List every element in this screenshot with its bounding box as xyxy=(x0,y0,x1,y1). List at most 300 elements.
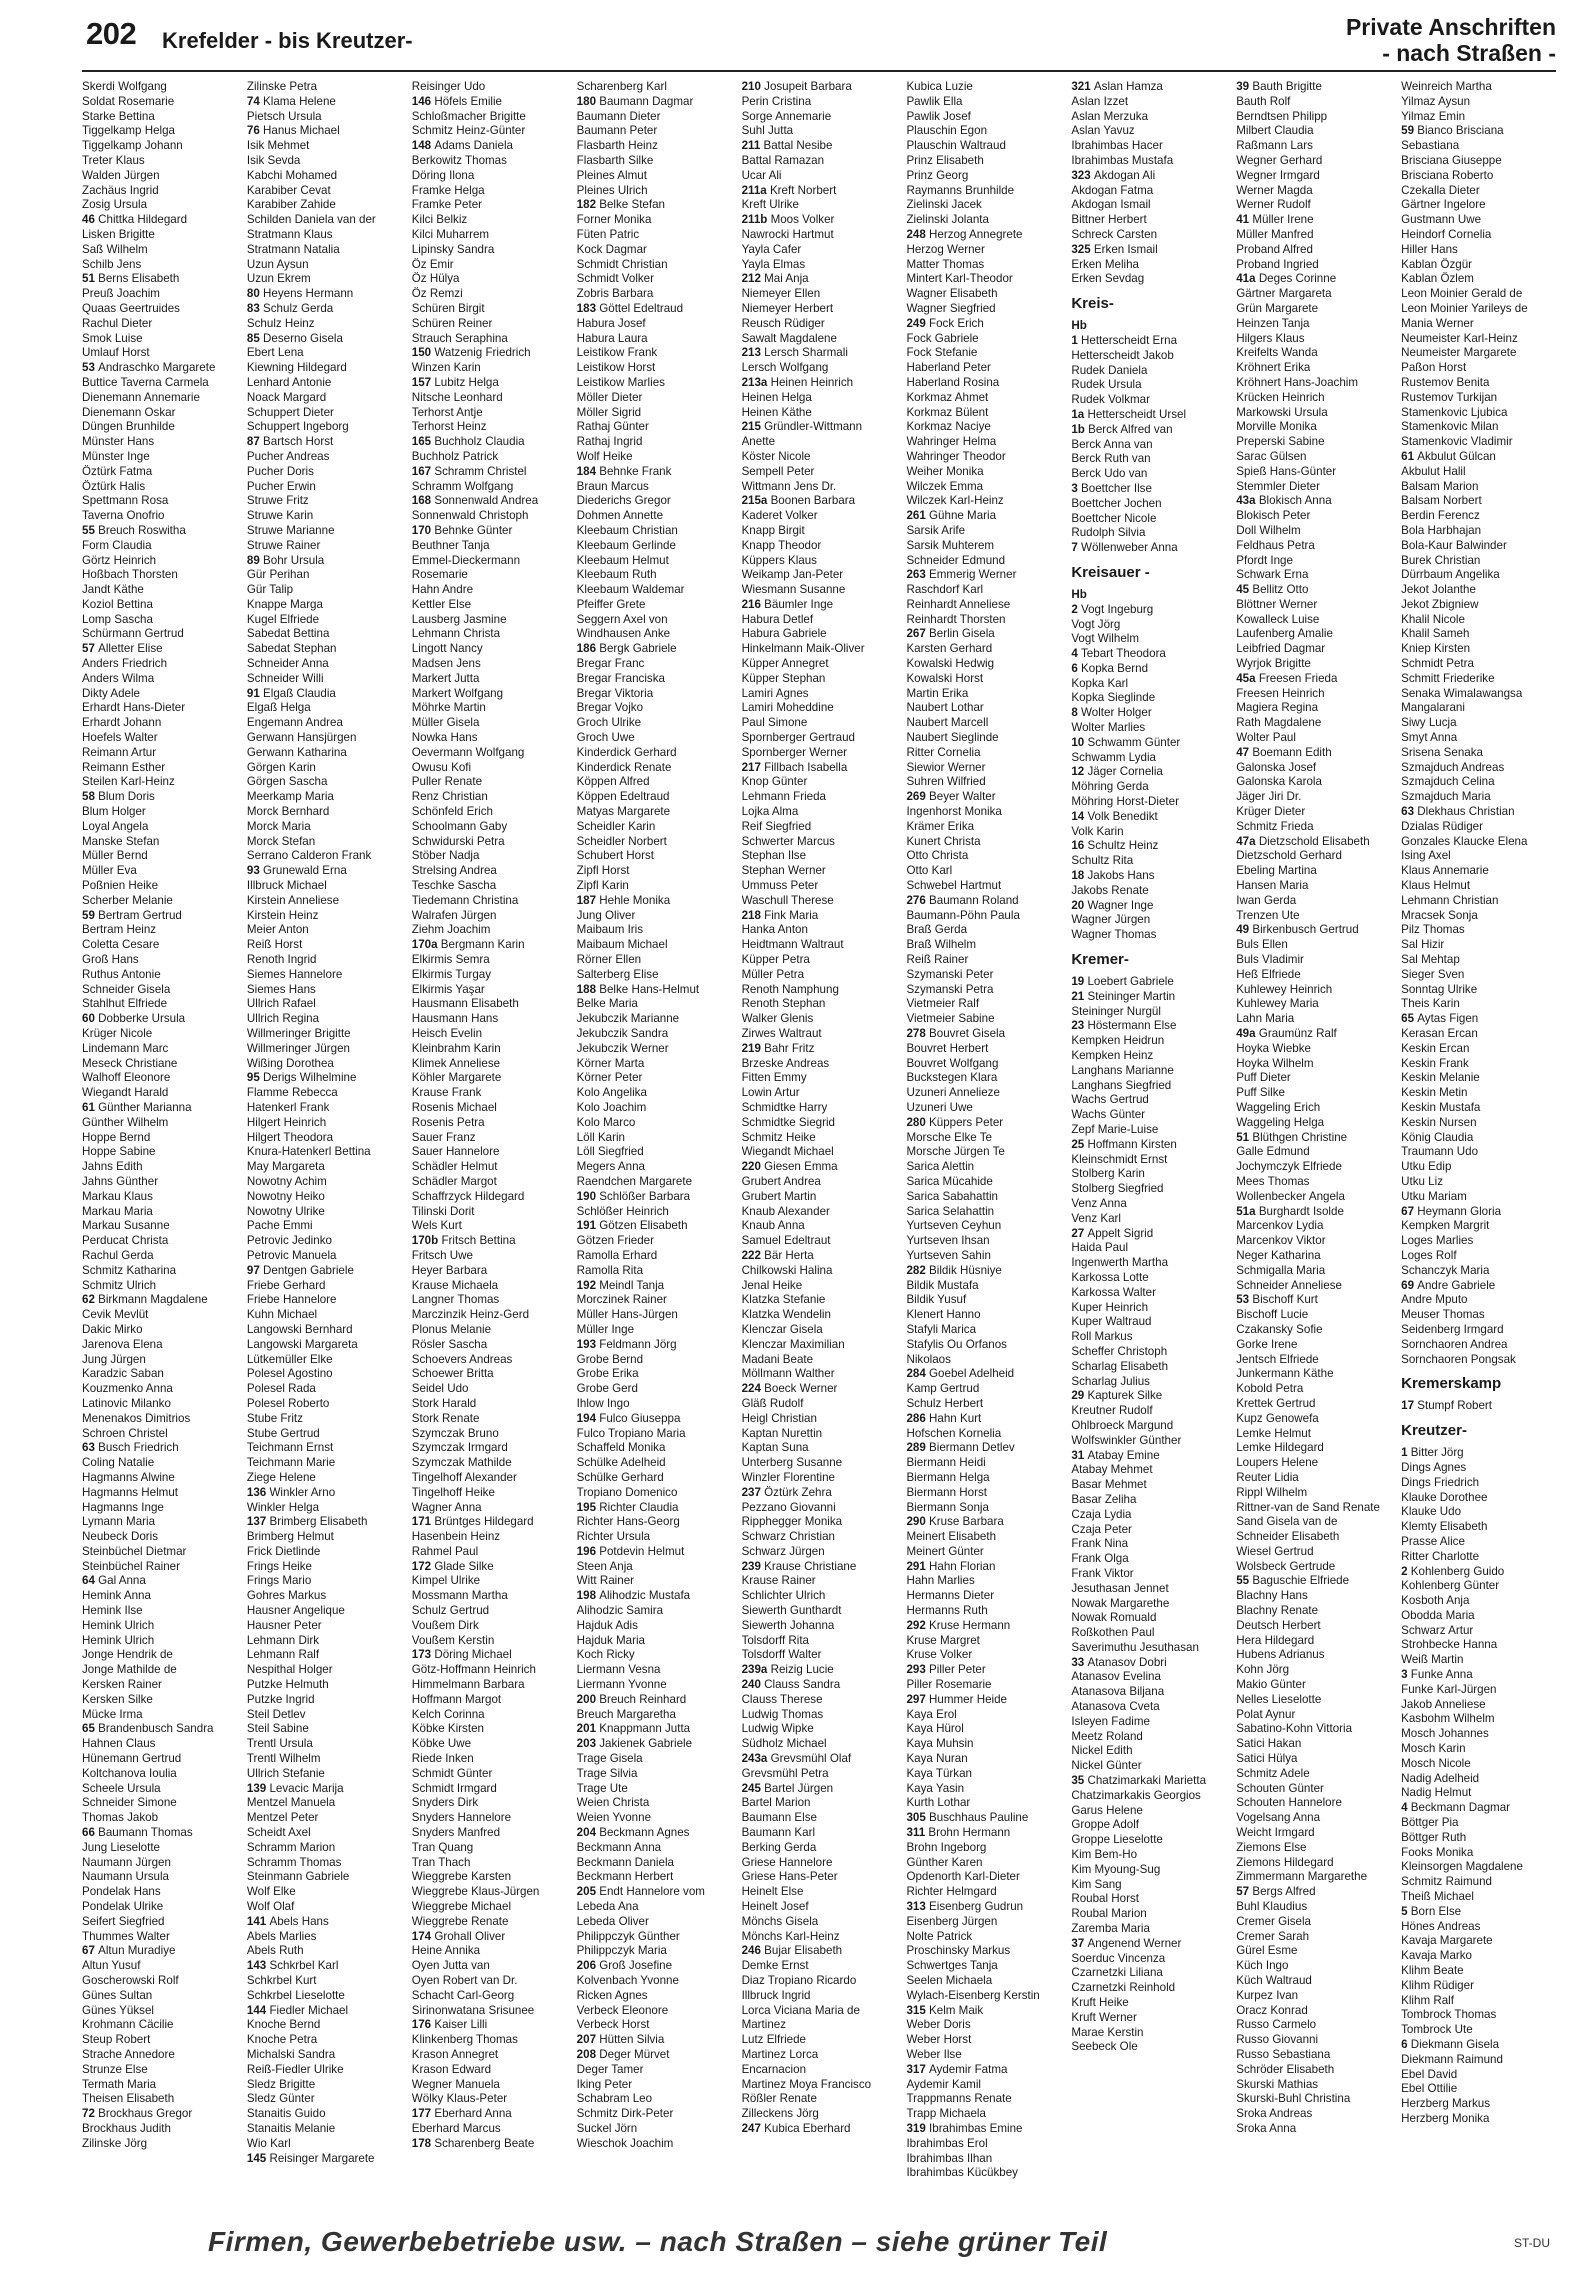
resident-entry: Salterberg Elise xyxy=(576,967,659,981)
resident-entry: Senaka Wimalawangsa xyxy=(1401,686,1523,700)
resident-entry: Kim Myoung-Sug xyxy=(1071,1862,1161,1876)
resident-entry: Markau Maria xyxy=(82,1204,153,1218)
resident-entry: Opdenorth Karl-Dieter xyxy=(906,1870,1020,1884)
resident-entry: 191 Götzen Elisabeth xyxy=(576,1219,688,1233)
resident-entry: Perducat Christa xyxy=(82,1234,169,1248)
resident-entry: Seelen Michaela xyxy=(906,1974,993,1987)
resident-entry: Heinelt Else xyxy=(741,1885,804,1899)
resident-entry: Brisciana Giuseppe xyxy=(1401,153,1502,167)
resident-entry: Habura Laura xyxy=(576,331,648,345)
resident-entry: 218 Fink Maria xyxy=(741,908,819,922)
resident-entry: Fock Gabriele xyxy=(906,331,979,345)
resident-entry: Piller Rosemarie xyxy=(906,1678,992,1692)
resident-entry: Ullrich Rafael xyxy=(246,997,316,1011)
resident-entry: Skurski-Buhl Christina xyxy=(1236,2092,1351,2106)
resident-entry: Alihodzic Samira xyxy=(576,1604,664,1618)
house-number: 137 xyxy=(246,1515,270,1529)
house-number: 76 xyxy=(246,124,264,138)
resident-entry: Strauch Seraphina xyxy=(411,331,508,345)
resident-entry: Köster Nicole xyxy=(741,449,811,463)
resident-entry: 192 Meindl Tanja xyxy=(576,1278,665,1292)
resident-entry: Ebeling Martina xyxy=(1236,864,1317,878)
resident-entry: Scharlag Elisabeth xyxy=(1071,1359,1169,1373)
resident-entry: Aydemir Kamil xyxy=(906,2077,981,2091)
resident-entry: Khalil Sameh xyxy=(1401,627,1470,641)
resident-entry: Sand Gisela van de xyxy=(1236,1515,1338,1529)
resident-entry: Tilinski Dorit xyxy=(411,1204,475,1218)
resident-entry: 8 Wolter Holger xyxy=(1071,706,1152,720)
resident-entry: 195 Richter Claudia xyxy=(576,1500,679,1514)
resident-entry: Stanaitis Melanie xyxy=(246,2121,336,2135)
resident-entry: Roßkothen Paul xyxy=(1071,1626,1155,1640)
resident-entry: Schuppert Dieter xyxy=(246,405,334,419)
resident-entry: Petrovic Jedinko xyxy=(246,1234,332,1248)
resident-entry: Abels Ruth xyxy=(246,1944,304,1958)
resident-entry: 1 Bitter Jörg xyxy=(1401,1446,1464,1460)
resident-entry: Siwy Lucja xyxy=(1401,716,1457,730)
resident-entry: Kaya Türkan xyxy=(906,1766,972,1780)
resident-entry: Sornchaoren Andrea xyxy=(1401,1337,1508,1351)
resident-entry: Tolsdorff Rita xyxy=(741,1633,810,1647)
resident-entry: 21 Steininger Martin xyxy=(1071,989,1176,1003)
resident-entry: Hausner Angelique xyxy=(246,1604,345,1618)
resident-entry: Hoyka Wilhelm xyxy=(1236,1056,1314,1070)
resident-entry: Atanasova Biljana xyxy=(1071,1685,1165,1699)
house-number: 8 xyxy=(1071,706,1082,720)
resident-entry: 239a Reizig Lucie xyxy=(741,1663,834,1677)
resident-entry: Kurth Lothar xyxy=(906,1796,971,1810)
resident-entry: Klinkenberg Thomas xyxy=(411,2033,518,2047)
house-number: 65 xyxy=(1401,1012,1418,1026)
resident-entry: 51a Burghardt Isolde xyxy=(1236,1204,1344,1218)
resident-entry: 76 Hanus Michael xyxy=(246,124,340,138)
resident-entry: Wylach-Eisenberg Kerstin xyxy=(906,1988,1040,2002)
resident-entry: Karabiber Cevat xyxy=(246,183,331,197)
resident-entry: Maibaum Michael xyxy=(576,938,668,952)
resident-entry: Erhardt Hans-Dieter xyxy=(82,701,186,715)
resident-entry: Trapp Michaela xyxy=(906,2107,986,2121)
resident-entry: Hoffmann Margot xyxy=(411,1692,502,1706)
resident-entry: Zipfl Karin xyxy=(576,879,629,893)
resident-entry: Blum Holger xyxy=(82,805,146,819)
resident-entry: Markert Wolfgang xyxy=(411,686,504,700)
resident-entry: Kruft Heike xyxy=(1071,1996,1129,2010)
resident-entry: 57 Bergs Alfred xyxy=(1236,1885,1316,1899)
resident-entry: 245 Bartel Jürgen xyxy=(741,1781,834,1795)
resident-entry: Kleinschmidt Ernst xyxy=(1071,1152,1168,1166)
resident-entry: Zirwes Waltraut xyxy=(741,1027,822,1040)
resident-entry: Flasbarth Silke xyxy=(576,153,654,167)
resident-entry: Oevermann Wolfgang xyxy=(411,745,525,759)
resident-entry: Schmidt Christian xyxy=(576,257,668,271)
house-number: 201 xyxy=(576,1722,600,1736)
house-number: 278 xyxy=(906,1027,930,1040)
resident-entry: Nitsche Leonhard xyxy=(411,390,503,404)
resident-entry: Reimann Esther xyxy=(82,760,166,774)
resident-entry: Nespithal Holger xyxy=(246,1663,333,1677)
section-title-line2: - nach Straßen - xyxy=(1382,40,1556,66)
house-number: 200 xyxy=(576,1692,600,1706)
resident-entry: Kolo Joachim xyxy=(576,1100,647,1114)
resident-entry: Schönfeld Erich xyxy=(411,805,493,819)
house-number: 239 xyxy=(741,1559,765,1573)
house-number: 195 xyxy=(576,1500,600,1514)
resident-entry: Leibfried Dagmar xyxy=(1236,642,1326,656)
resident-entry: Tombrock Thomas xyxy=(1401,2008,1497,2022)
resident-entry: Wahringer Theodor xyxy=(906,449,1006,463)
house-number: 4 xyxy=(1401,1801,1411,1815)
resident-entry: Heinelt Josef xyxy=(741,1900,809,1914)
resident-entry: Wachs Gertrud xyxy=(1071,1093,1149,1107)
resident-entry: Reif Siegfried xyxy=(741,819,812,833)
resident-entry: Winkler Helga xyxy=(246,1500,320,1514)
resident-entry: Kleebaum Waldemar xyxy=(576,583,685,597)
house-number: 39 xyxy=(1236,80,1253,93)
house-number: 49 xyxy=(1236,923,1253,937)
house-number: 210 xyxy=(741,80,765,93)
resident-entry: Uzuneri Annelieze xyxy=(906,1086,1000,1100)
resident-entry: Czakansky Sofie xyxy=(1236,1322,1323,1336)
resident-entry: Teschke Sascha xyxy=(411,879,497,893)
resident-entry: 284 Goebel Adelheid xyxy=(906,1367,1015,1381)
resident-entry: 261 Gühne Maria xyxy=(906,509,997,523)
resident-entry: Berndtsen Philipp xyxy=(1236,109,1328,123)
resident-entry: 204 Beckmann Agnes xyxy=(576,1826,690,1840)
resident-entry: Biermann Sonja xyxy=(906,1500,989,1514)
section-title xyxy=(1346,14,1556,66)
resident-entry: Günes Sultan xyxy=(82,1988,153,2002)
resident-entry: Anette xyxy=(741,435,776,449)
resident-entry: 67 Altun Muradiye xyxy=(82,1944,176,1958)
resident-entry: Stamenkovic Vladimir xyxy=(1401,435,1513,449)
resident-entry: 49a Graumünz Ralf xyxy=(1236,1027,1337,1040)
resident-entry: Brockhaus Judith xyxy=(82,2121,171,2135)
resident-entry: Skerdi Wolfgang xyxy=(82,80,167,93)
resident-entry: Rosenis Michael xyxy=(411,1100,497,1114)
resident-entry: Haberland Peter xyxy=(906,361,991,375)
resident-entry: Lehmann Christa xyxy=(411,627,501,641)
resident-entry: Mangalarani xyxy=(1401,701,1465,715)
house-number: 291 xyxy=(906,1559,930,1573)
resident-entry: Skurski Mathias xyxy=(1236,2077,1319,2091)
resident-entry: 150 Watzenig Friedrich xyxy=(411,346,531,360)
house-number: 267 xyxy=(906,627,930,641)
resident-entry: 58 Blum Doris xyxy=(82,790,155,804)
resident-entry: Chilkowski Halina xyxy=(741,1263,833,1277)
resident-entry: Wolsbeck Gertrude xyxy=(1236,1559,1336,1573)
resident-entry: Chatzimarkakis Georgios xyxy=(1071,1788,1201,1802)
resident-entry: Mücke Irma xyxy=(82,1707,143,1721)
resident-entry: Leon Moinier Gerald de xyxy=(1401,287,1523,301)
resident-entry: Coling Natalie xyxy=(82,1456,155,1470)
resident-entry: Hünemann Gertrud xyxy=(82,1752,182,1766)
resident-entry: Frick Dietlinde xyxy=(246,1544,321,1558)
resident-entry: Polesel Rada xyxy=(246,1382,316,1396)
resident-entry: Morczinek Rainer xyxy=(576,1293,667,1307)
resident-entry: 63 Dlekhaus Christian xyxy=(1401,805,1515,819)
directory-column xyxy=(412,80,573,2210)
resident-entry: Kempken Heidrun xyxy=(1071,1034,1165,1048)
resident-entry: Szmajduch Maria xyxy=(1401,790,1491,804)
resident-entry: 20 Wagner Inge xyxy=(1071,898,1154,912)
resident-entry: Wolfswinkler Günther xyxy=(1071,1433,1182,1447)
resident-entry: Schmitz Frieda xyxy=(1236,819,1314,833)
resident-entry: Quaas Geertruides xyxy=(82,301,180,315)
resident-entry: Nowotny Achim xyxy=(246,1174,327,1188)
resident-entry: Struwe Fritz xyxy=(246,494,309,508)
resident-entry: Groch Uwe xyxy=(576,731,635,745)
resident-entry: Isik Sevda xyxy=(246,153,301,167)
page-number: 202 xyxy=(86,16,137,51)
resident-entry: Yurtseven Ceyhun xyxy=(906,1219,1002,1233)
resident-entry: Tingelhoff Heike xyxy=(411,1485,495,1499)
resident-entry: Raßmann Lars xyxy=(1236,139,1313,153)
resident-entry: Krause Michaela xyxy=(411,1278,499,1292)
resident-entry: 53 Andraschko Margarete xyxy=(82,361,216,375)
resident-entry: Schouten Günter xyxy=(1236,1781,1324,1795)
resident-entry: Nawrocki Hartmut xyxy=(741,227,834,241)
resident-entry: Sarica Alettin xyxy=(906,1160,975,1174)
resident-entry: 19 Loebert Gabriele xyxy=(1071,975,1174,989)
resident-entry: Loges Rolf xyxy=(1401,1248,1457,1262)
resident-entry: Sempell Peter xyxy=(741,464,815,478)
resident-entry: Steinbüchel Dietmar xyxy=(82,1544,187,1558)
resident-entry: Weikamp Jan-Peter xyxy=(741,568,844,582)
resident-entry: Götzen Frieder xyxy=(576,1234,654,1248)
resident-entry: Dikty Adele xyxy=(82,686,140,700)
resident-entry: Berck Anna van xyxy=(1071,437,1153,451)
resident-entry: Götz-Hoffmann Heinrich xyxy=(411,1663,536,1677)
resident-entry: Dings Friedrich xyxy=(1401,1475,1480,1489)
resident-entry: Beuthner Tanja xyxy=(411,538,490,552)
resident-entry: Maibaum Iris xyxy=(576,923,644,937)
house-number: 171 xyxy=(411,1515,435,1529)
resident-entry: 4 Tebart Theodora xyxy=(1071,647,1166,661)
resident-entry: Wieggrebe Michael xyxy=(411,1900,512,1914)
resident-entry: Martinez xyxy=(741,2018,787,2032)
resident-entry: Heindorf Cornelia xyxy=(1401,227,1492,241)
resident-entry: Perin Cristina xyxy=(741,94,812,108)
resident-entry: 65 Brandenbusch Sandra xyxy=(82,1722,214,1736)
resident-entry: Jarenova Elena xyxy=(82,1337,163,1351)
resident-entry: Sarica Selahattin xyxy=(906,1204,995,1218)
resident-entry: Zaremba Maria xyxy=(1071,1922,1150,1936)
resident-entry: Kolo Marco xyxy=(576,1115,636,1129)
resident-entry: 222 Bär Herta xyxy=(741,1248,814,1262)
resident-entry: Elgaß Helga xyxy=(246,701,311,715)
resident-entry: Leistikow Frank xyxy=(576,346,658,360)
resident-entry: Diederichs Gregor xyxy=(576,494,671,508)
resident-entry: Atabay Mehmet xyxy=(1071,1463,1153,1477)
resident-entry: Coletta Cesare xyxy=(82,938,160,952)
resident-entry: Steinbüchel Rainer xyxy=(82,1559,180,1573)
house-number: 313 xyxy=(906,1900,930,1914)
house-number: 7 xyxy=(1071,541,1082,555)
resident-entry: Neger Katharina xyxy=(1236,1248,1321,1262)
resident-entry: 12 Jäger Cornelia xyxy=(1071,765,1163,779)
resident-entry: Morsche Jürgen Te xyxy=(906,1145,1005,1159)
resident-entry: Pondelak Hans xyxy=(82,1885,161,1899)
resident-entry: Jekot Zbigniew xyxy=(1401,597,1479,611)
resident-entry: Korkmaz Ahmet xyxy=(906,390,989,404)
house-number: 51 xyxy=(1236,1130,1253,1144)
resident-entry: Cevik Mevlüt xyxy=(82,1308,149,1322)
house-number: 215a xyxy=(741,494,771,508)
resident-entry: Breuch Margaretha xyxy=(576,1707,676,1721)
directory-column xyxy=(577,80,738,2210)
house-number: 206 xyxy=(576,1959,600,1973)
resident-entry: Klihm Rüdiger xyxy=(1401,1978,1474,1992)
resident-entry: Otto Christa xyxy=(906,849,969,863)
resident-entry: Ziege Helene xyxy=(246,1470,316,1484)
resident-entry: Mossmann Martha xyxy=(411,1589,508,1603)
house-number: 1 xyxy=(1071,333,1082,347)
resident-entry: Aslan Merzuka xyxy=(1071,109,1149,123)
resident-entry: 203 Jakienek Gabriele xyxy=(576,1737,693,1751)
resident-entry: Bouvret Herbert xyxy=(906,1041,989,1055)
resident-entry: Krämer Erika xyxy=(906,819,975,833)
resident-entry: Jentsch Elfriede xyxy=(1236,1352,1319,1366)
resident-entry: Szmajduch Celina xyxy=(1401,775,1495,789)
house-number: 136 xyxy=(246,1485,270,1499)
resident-entry: 27 Appelt Sigrid xyxy=(1071,1226,1154,1240)
house-number: 183 xyxy=(576,301,600,315)
resident-entry: Heisch Evelin xyxy=(411,1027,483,1040)
resident-entry: Kelch Corinna xyxy=(411,1707,485,1721)
resident-entry: Kaya Muhsin xyxy=(906,1737,974,1751)
resident-entry: Strache Annedore xyxy=(82,2047,175,2061)
house-number: 319 xyxy=(906,2121,930,2135)
resident-entry: Krüger Dieter xyxy=(1236,805,1306,819)
house-number: 217 xyxy=(741,760,765,774)
resident-entry: Jesuthasan Jennet xyxy=(1071,1581,1169,1595)
resident-entry: Görgen Sascha xyxy=(246,775,328,789)
resident-entry: Naubert Sieglinde xyxy=(906,731,999,745)
resident-entry: Hagmanns Alwine xyxy=(82,1470,175,1484)
resident-entry: Schwerter Marcus xyxy=(741,834,835,848)
directory-column xyxy=(1071,80,1232,2210)
resident-entry: Schmigalla Maria xyxy=(1236,1263,1326,1277)
house-number: 276 xyxy=(906,893,930,907)
resident-entry: 31 Atabay Emine xyxy=(1071,1448,1160,1462)
resident-entry: Scharlag Julius xyxy=(1071,1374,1150,1388)
resident-entry: 3 Funke Anna xyxy=(1401,1668,1473,1682)
house-number: 29 xyxy=(1071,1389,1088,1403)
resident-entry: Nowka Hans xyxy=(411,731,478,745)
resident-entry: Kolvenbach Yvonne xyxy=(576,1974,679,1987)
resident-entry: Pucher Doris xyxy=(246,464,314,478)
resident-entry: Wolf Heike xyxy=(576,449,633,463)
resident-entry: Köbke Kirsten xyxy=(411,1722,484,1736)
resident-entry: Ingenhorst Monika xyxy=(906,805,1002,819)
resident-entry: Möhring Horst-Dieter xyxy=(1071,795,1179,809)
resident-entry: Küch Waltraud xyxy=(1236,1974,1312,1987)
resident-entry: Schädler Helmut xyxy=(411,1160,498,1174)
resident-entry: Sabedat Bettina xyxy=(246,627,330,641)
resident-entry: Kosboth Anja xyxy=(1401,1594,1470,1608)
resident-entry: Emmel-Dieckermann xyxy=(411,553,521,567)
resident-entry: Menenakos Dimitrios xyxy=(82,1411,191,1425)
resident-entry: Akdogan Ismail xyxy=(1071,198,1151,212)
resident-entry: Freesen Heinrich xyxy=(1236,686,1325,700)
resident-entry: Stube Gertrud xyxy=(246,1426,320,1440)
resident-entry: Reiß-Fiedler Ulrike xyxy=(246,2062,344,2076)
resident-entry: Gläß Rudolf xyxy=(741,1396,804,1410)
house-number: 315 xyxy=(906,2003,930,2017)
resident-entry: 1 Hetterscheidt Erna xyxy=(1071,333,1178,347)
resident-entry: Yayla Elmas xyxy=(741,257,806,271)
house-number: 269 xyxy=(906,790,930,804)
resident-entry: 25 Hoffmann Kirsten xyxy=(1071,1137,1177,1151)
house-number: 216 xyxy=(741,597,765,611)
resident-entry: Öz Hülya xyxy=(411,272,460,286)
resident-entry: Kopka Sieglinde xyxy=(1071,691,1156,705)
resident-entry: 170b Fritsch Bettina xyxy=(411,1234,516,1248)
house-number: 31 xyxy=(1071,1448,1088,1462)
resident-entry: Naubert Lothar xyxy=(906,701,984,715)
resident-entry: Fitten Emmy xyxy=(741,1071,807,1085)
resident-entry: Richter Hans-Georg xyxy=(576,1515,680,1529)
resident-entry: Groppe Adolf xyxy=(1071,1818,1140,1832)
resident-entry: Kirstein Heinz xyxy=(246,908,319,922)
house-number: 193 xyxy=(576,1337,600,1351)
resident-entry: Ripphegger Monika xyxy=(741,1515,843,1529)
resident-entry: Schkrbel Kurt xyxy=(246,1974,317,1987)
resident-entry: Kleebaum Christian xyxy=(576,523,678,537)
resident-entry: Umlauf Horst xyxy=(82,346,150,360)
resident-entry: 1a Hetterscheidt Ursel xyxy=(1071,407,1187,421)
resident-entry: Ricken Agnes xyxy=(576,1988,648,2002)
resident-entry: Reinhardt Anneliese xyxy=(906,597,1011,611)
resident-entry: Pleines Almut xyxy=(576,168,647,182)
resident-entry: Spieß Hans-Günter xyxy=(1236,464,1337,478)
resident-entry: Wegner Manuela xyxy=(411,2077,500,2091)
resident-entry: Nowak Romuald xyxy=(1071,1611,1157,1625)
resident-entry: Kupz Genowefa xyxy=(1236,1411,1319,1425)
resident-entry: Griese Hannelore xyxy=(741,1855,833,1869)
resident-entry: Dakic Mirko xyxy=(82,1322,143,1336)
resident-entry: Satici Hakan xyxy=(1236,1737,1302,1751)
resident-entry: Gorke Irene xyxy=(1236,1337,1298,1351)
resident-entry: Biermann Horst xyxy=(906,1485,987,1499)
resident-entry: Hemink Ulrich xyxy=(82,1633,155,1647)
resident-entry: Ibrahimbas Mustafa xyxy=(1071,153,1174,167)
resident-entry: Schneider Simone xyxy=(82,1796,177,1810)
resident-entry: Sawalt Magdalene xyxy=(741,331,837,345)
resident-entry: Steen Anja xyxy=(576,1559,633,1573)
resident-entry: 1b Berck Alfred van xyxy=(1071,422,1173,436)
resident-entry: Saverimuthu Jesuthasan xyxy=(1071,1640,1199,1654)
resident-entry: Khalil Nicole xyxy=(1401,612,1465,626)
resident-entry: Körner Marta xyxy=(576,1056,645,1070)
street-subheading: Hb xyxy=(1071,319,1087,333)
house-number: 66 xyxy=(82,1826,99,1840)
resident-entry: Vogt Jörg xyxy=(1071,617,1121,631)
resident-entry: Beckmann Anna xyxy=(576,1840,662,1854)
resident-entry: Knop Günter xyxy=(741,775,808,789)
resident-entry: 290 Kruse Barbara xyxy=(906,1515,1004,1529)
resident-entry: Himmelmann Barbara xyxy=(411,1678,525,1692)
resident-entry: Schröder Elisabeth xyxy=(1236,2062,1335,2076)
resident-entry: Groch Ulrike xyxy=(576,716,642,730)
house-number: 170a xyxy=(411,938,441,952)
resident-entry: Knura-Hatenkerl Bettina xyxy=(246,1145,371,1159)
house-number: 215 xyxy=(741,420,765,434)
resident-entry: Scheidler Norbert xyxy=(576,834,667,848)
resident-entry: Seebeck Ole xyxy=(1071,2040,1138,2054)
house-number: 91 xyxy=(246,686,264,700)
resident-entry: Atanasov Evelina xyxy=(1071,1670,1161,1684)
